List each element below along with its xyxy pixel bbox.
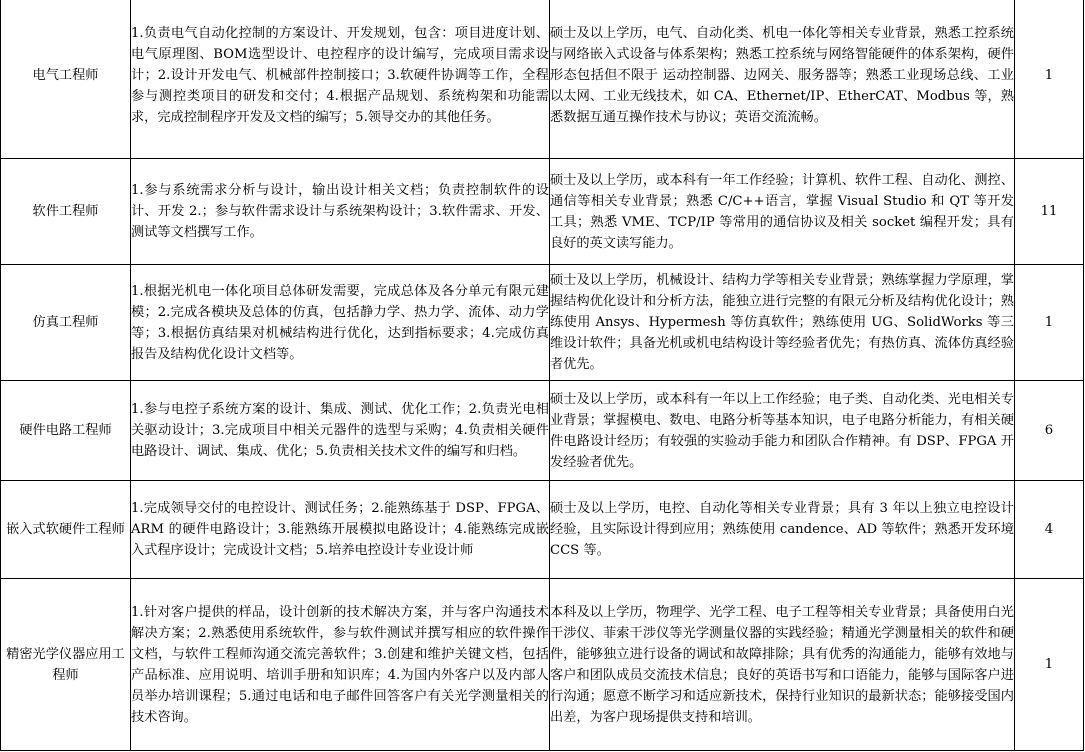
job-title: 软件工程师 <box>1 159 131 265</box>
job-title: 嵌入式软硬件工程师 <box>1 481 131 579</box>
job-duties: 1.参与系统需求分析与设计，输出设计相关文档；负责控制软件的设计、开发 2.；参与软件需求设计与系统架构设计；3.软件需求、开发、测试等文档撰写工作。 <box>131 159 550 265</box>
headcount: 6 <box>1015 381 1084 481</box>
job-duties: 1.完成领导交付的电控设计、测试任务；2.能熟练基于 DSP、FPGA、ARM 的硬件电路设计；3.能熟练开展模拟电路设计；4.能熟练完成嵌入式程序设计；完成设计文档；5.培养电控设计专业设计师 <box>131 481 550 579</box>
headcount: 4 <box>1015 481 1084 579</box>
job-title: 仿真工程师 <box>1 265 131 381</box>
job-requirements: 硕士及以上学历，或本科有一年工作经验；计算机、软件工程、自动化、测控、通信等相关专业背景；熟悉 C/C++语言，掌握 Visual Studio 和 QT 等开发工具；熟悉 VME、TCP/IP 等常用的通信协议及相关 socket 编程开发；具有良好的英文读写能力。 <box>550 159 1015 265</box>
table-row <box>1 159 1084 265</box>
job-duties: 1.针对客户提供的样品，设计创新的技术解决方案，并与客户沟通技术解决方案；2.熟悉使用系统软件，参与软件测试并撰写相应的软件操作文档，与软件工程师沟通交流完善软件；3.创建和维护关键文档，包括产品标准、应用说明、培训手册和知识库；4.为国内外客户以及内部人员举办培训课程；5.通过电话和电子邮件回答客户有关光学测量相关的技术咨询。 <box>131 579 550 751</box>
job-requirements: 硕士及以上学历，或本科有一年以上工作经验；电子类、自动化类、光电相关专业背景；掌握模电、数电、电路分析等基本知识，电子电路分析能力，有相关硬件电路设计经历；有较强的实验动手能力和团队合作精神。有 DSP、FPGA 开发经验者优先。 <box>550 381 1015 481</box>
headcount: 1 <box>1015 579 1084 751</box>
job-requirements: 硕士及以上学历，机械设计、结构力学等相关专业背景；熟练掌握力学原理，掌握结构优化设计和分析方法，能独立进行完整的有限元分析及结构优化设计；熟练使用 Ansys、Hypermesh 等仿真软件；熟练使用 UG、SolidWorks 等三维设计软件；具备光机或机电结构设计等经验者优先；有热仿真、流体仿真经验者优先。 <box>550 265 1015 381</box>
job-requirements: 硕士及以上学历，电气、自动化类、机电一体化等相关专业背景，熟悉工控系统与网络嵌入式设备与体系架构；熟悉工控系统与网络智能硬件的体系架构，硬件形态包括但不限于 运动控制器、边网关、服务器等；熟悉工业现场总线、工业以太网、工业无线技术，如 CA、Ethernet/IP、EtherCAT、Modbus 等，熟悉数据互通互操作技术与协议；英语交流流畅。 <box>550 0 1015 159</box>
job-requirements: 硕士及以上学历，电控、自动化等相关专业背景；具有 3 年以上独立电控设计经验，且实际设计得到应用；熟练使用 candence、AD 等软件；熟悉开发环境 CCS 等。 <box>550 481 1015 579</box>
job-title: 电气工程师 <box>1 0 131 159</box>
job-duties: 1.参与电控子系统方案的设计、集成、测试、优化工作；2.负责光电相关驱动设计；3.完成项目中相关元器件的选型与采购；4.负责相关硬件电路设计、调试、集成、优化；5.负责相关技术文件的编写和归档。 <box>131 381 550 481</box>
table-row <box>1 381 1084 481</box>
headcount: 11 <box>1015 159 1084 265</box>
job-duties: 1.负责电气自动化控制的方案设计、开发规划，包含：项目进度计划、电气原理图、BOM选型设计、电控程序的设计编写，完成项目需求设计；2.设计开发电气、机械部件控制接口；3.软硬件协调等工作，全程参与测控类项目的研发和交付；4.根据产品规划、系统构架和功能需求，完成控制程序开发及文档的编写；5.领导交办的其他任务。 <box>131 0 550 159</box>
job-duties: 1.根据光机电一体化项目总体研发需要，完成总体及各分单元有限元建模；2.完成各模块及总体的仿真，包括静力学、热力学、流体、动力学等；3.根据仿真结果对机械结构进行优化，达到指标要求；4.完成仿真报告及结构优化设计文档等。 <box>131 265 550 381</box>
table-row <box>1 579 1084 751</box>
headcount: 1 <box>1015 265 1084 381</box>
job-title: 精密光学仪器应用工程师 <box>1 579 131 751</box>
job-requirements: 本科及以上学历，物理学、光学工程、电子工程等相关专业背景；具备使用白光干涉仪、菲索干涉仪等光学测量仪器的实践经验；精通光学测量相关的软件和硬件，能够独立进行设备的调试和故障排除；具有优秀的沟通能力，能够有效地与客户和团队成员交流技术信息；良好的英语书写和口语能力，能够与国际客户进行沟通；愿意不断学习和适应新技术，保持行业知识的最新状态；能够接受国内出差，为客户现场提供支持和培训。 <box>550 579 1015 751</box>
table-row <box>1 481 1084 579</box>
job-title: 硬件电路工程师 <box>1 381 131 481</box>
table-row <box>1 265 1084 381</box>
table-row <box>1 0 1084 159</box>
headcount: 1 <box>1015 0 1084 159</box>
